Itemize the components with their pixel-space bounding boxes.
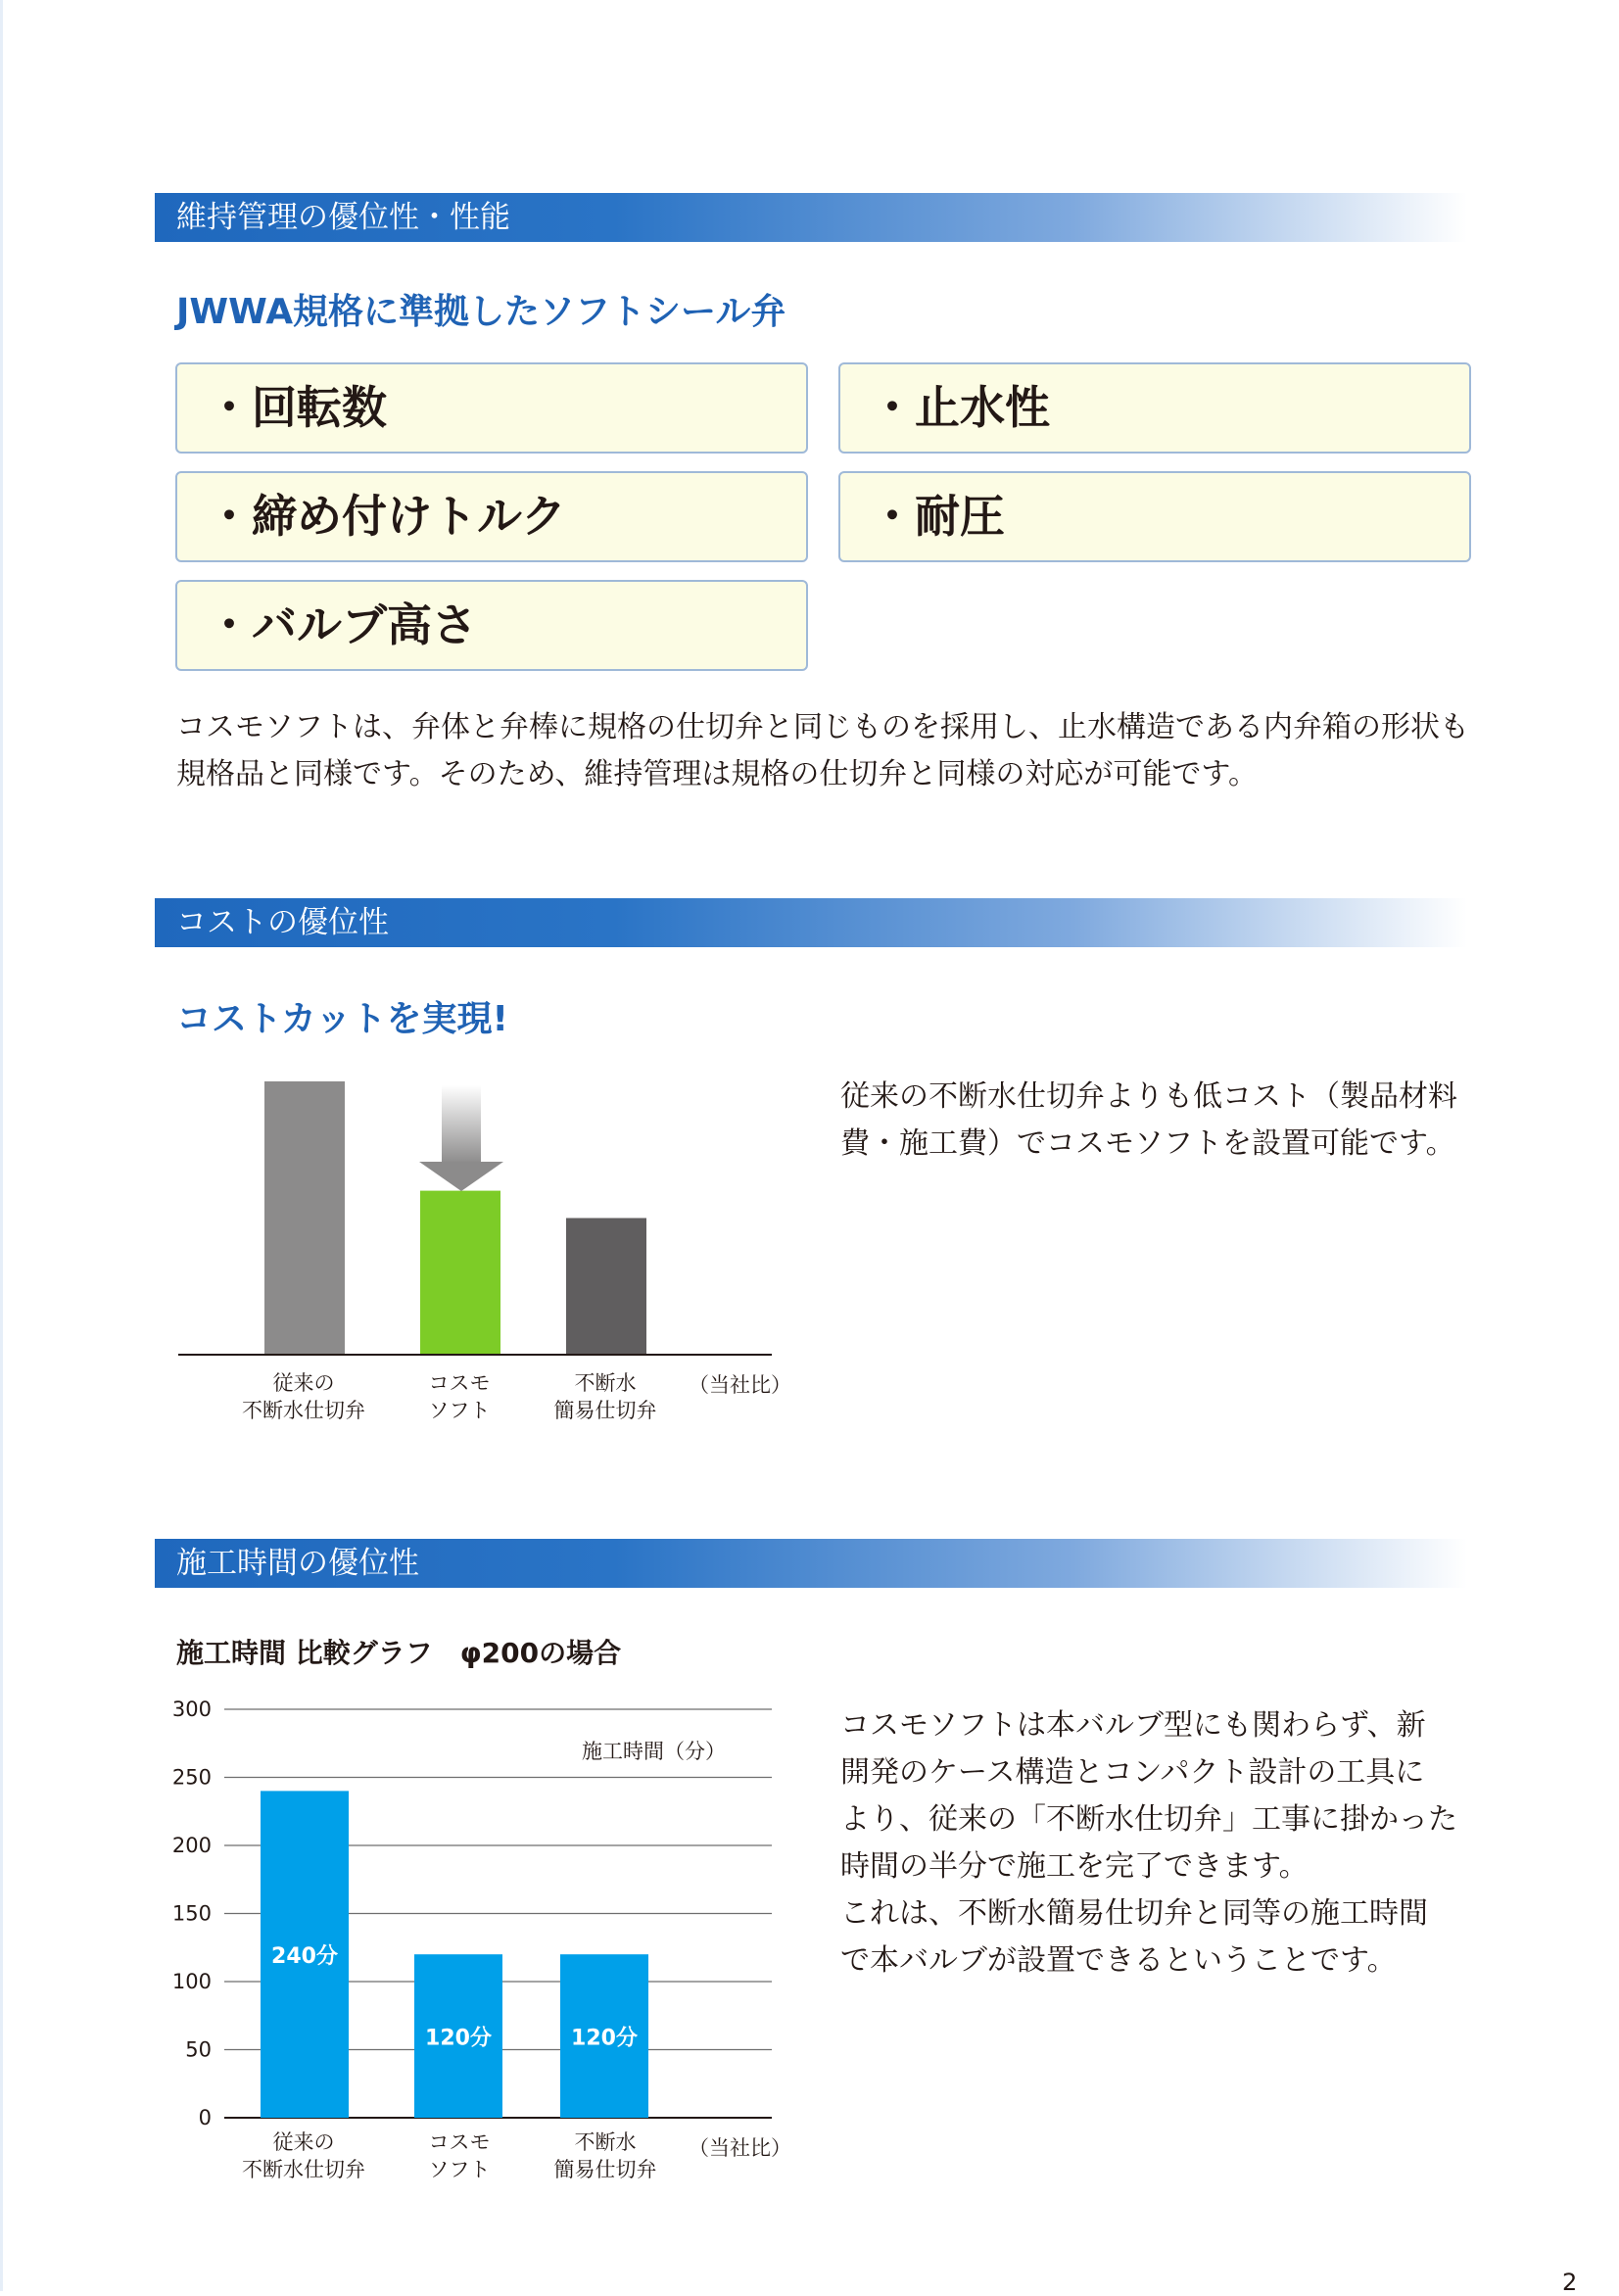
construction-time-description-line: で本バルブが設置できるということです。	[840, 1943, 1397, 1978]
time-y-tick-label: 50	[185, 2037, 212, 2062]
subheading-jwwa: JWWA規格に準拠したソフトシール弁	[176, 292, 786, 332]
section-heading-cost: コストの優位性	[155, 898, 1467, 947]
cost-description-line: 従来の不断水仕切弁よりも低コスト（製品材料	[840, 1079, 1457, 1114]
time-y-tick-label: 200	[171, 1834, 212, 1857]
time-y-tick-label: 150	[171, 1901, 212, 1926]
cost-chart-unit-note: （当社比）	[689, 1373, 791, 1397]
construction-time-description-line: 時間の半分で施工を完了できます。	[840, 1849, 1309, 1884]
time-chart-title: 施工時間 比較グラフ φ200の場合	[176, 1637, 622, 1669]
construction-time-description	[840, 1702, 1457, 1985]
cost-category-label: 従来の 不断水仕切弁	[242, 1371, 365, 1422]
section-heading-construction-time: 施工時間の優位性	[155, 1539, 1467, 1588]
feature-box-torque: ・締め付けトルク	[175, 471, 808, 562]
maintenance-description-line: 規格品と同様です。そのため、維持管理は規格の仕切弁と同様の対応が可能です。	[176, 757, 1258, 791]
time-chart-series-label: 施工時間（分）	[582, 1740, 726, 1763]
time-category-label: 従来の 不断水仕切弁	[242, 2130, 365, 2181]
cost-category-label: 不断水 簡易仕切弁	[553, 1371, 657, 1422]
time-y-tick-label: 250	[171, 1765, 212, 1790]
feature-box-rotations: ・回転数	[175, 362, 808, 454]
construction-time-description-line: より、従来の「不断水仕切弁」工事に掛かった	[840, 1802, 1457, 1837]
cost-category-label: コスモ ソフト	[428, 1371, 491, 1422]
cost-description-line: 費・施工費）でコスモソフトを設置可能です。	[840, 1126, 1455, 1161]
time-category-label: コスモ ソフト	[428, 2130, 491, 2181]
feature-box-watertightness: ・止水性	[838, 362, 1471, 454]
section-heading-maintenance: 維持管理の優位性・性能	[155, 193, 1467, 242]
time-y-tick-label: 100	[171, 1970, 212, 1993]
time-y-tick-label: 300	[171, 1698, 212, 1721]
construction-time-description-line: 開発のケース構造とコンパクト設計の工具に	[840, 1755, 1425, 1790]
time-y-tick-label: 0	[198, 2106, 212, 2129]
time-category-label: 不断水 簡易仕切弁	[553, 2130, 657, 2181]
construction-time-description-line: コスモソフトは本バルブ型にも関わらず、新	[840, 1708, 1426, 1743]
subheading-cost-cut: コストカットを実現!	[176, 999, 508, 1039]
feature-box-pressure: ・耐圧	[838, 471, 1471, 562]
time-bar-data-label: 120分	[571, 2026, 638, 2051]
feature-box-valve-height: ・バルブ高さ	[175, 580, 808, 671]
time-chart-unit-note: （当社比）	[689, 2136, 791, 2160]
time-bar-data-label: 240分	[271, 1944, 338, 1970]
page-number: 2	[1562, 2269, 1578, 2296]
maintenance-description-line: コスモソフトは、弁体と弁棒に規格の仕切弁と同じものを採用し、止水構造である内弁箱の形状も	[176, 710, 1469, 744]
construction-time-description-line: これは、不断水簡易仕切弁と同等の施工時間	[840, 1896, 1428, 1931]
time-bar-data-label: 120分	[425, 2026, 492, 2051]
